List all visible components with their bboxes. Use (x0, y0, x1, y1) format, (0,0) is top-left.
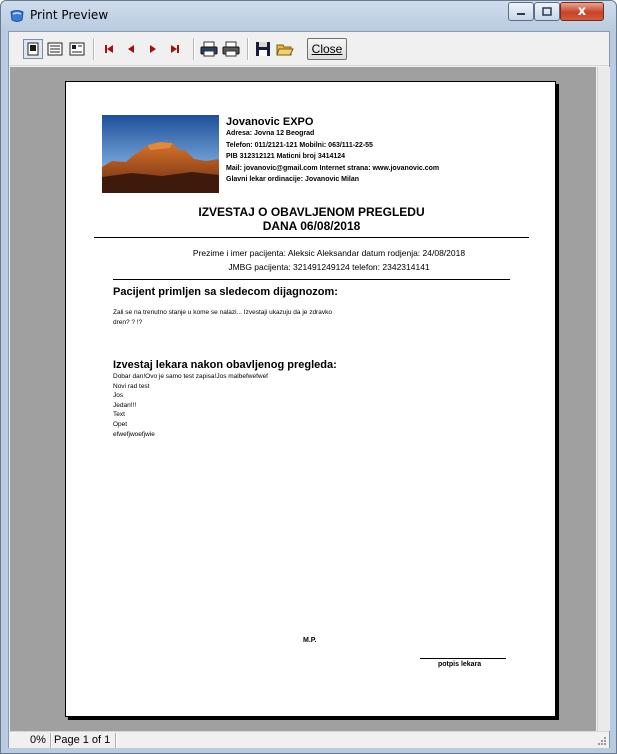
print-icon (222, 41, 240, 57)
minimize-icon (516, 8, 526, 16)
stamp-label: M.P. (303, 637, 317, 644)
vertical-scrollbar[interactable] (597, 67, 610, 731)
report-page (65, 81, 556, 717)
maximize-icon (542, 7, 552, 16)
open-icon (276, 41, 294, 57)
save-button[interactable] (253, 39, 273, 59)
report-title-line1: IZVESTAJ O OBAVLJENOM PREGLEDU (198, 205, 425, 219)
next-page-button[interactable] (143, 39, 163, 59)
company-address: Adresa: Jovna 12 Beograd (226, 130, 315, 137)
report-line: Novi rad test (113, 382, 150, 390)
previous-page-button[interactable] (121, 39, 141, 59)
previous-page-icon (125, 43, 137, 55)
signature-line (420, 658, 506, 659)
report-line: Jedan!!! (113, 401, 137, 409)
next-page-icon (147, 43, 159, 55)
zoom-level: 0% (30, 734, 46, 746)
title-divider (94, 237, 529, 238)
last-page-icon (169, 43, 181, 55)
report-heading: Izvestaj lekara nakon obavljenog pregleda: (113, 359, 337, 371)
diagnosis-heading: Pacijent primljen sa sledecom dijagnozom: (113, 286, 338, 298)
two-page-button[interactable] (45, 39, 65, 59)
title-bar[interactable] (1, 1, 616, 31)
report-line: efwefjwoefjwie (113, 430, 155, 438)
open-button[interactable] (275, 39, 295, 59)
diagnosis-text-line: Zali se na trenutno stanje u kome se nalazi... Izvestaji ukazuju da je zdravko (113, 309, 332, 316)
maximize-button[interactable] (534, 2, 560, 21)
diagnosis-text-line: dren? ? !? (113, 318, 143, 326)
page-setup-icon (200, 41, 218, 57)
report-text (113, 372, 268, 439)
status-divider (50, 733, 52, 748)
minimize-button[interactable] (508, 2, 534, 21)
report-title-line2: DANA 06/08/2018 (262, 219, 361, 233)
signature-label: potpis lekara (438, 661, 482, 668)
report-line: Opet (113, 420, 128, 428)
multi-page-icon (69, 42, 85, 56)
company-name: Jovanovic EXPO (226, 116, 314, 128)
report-line: Dobar dan!Ovo je samo test zapisa!Jos malbefwefwef (113, 373, 268, 380)
patient-line1: Prezime i imer pacijenta: Aleksic Aleksandar datum rodjenja: 24/08/2018 (192, 248, 466, 258)
toolbar (9, 32, 609, 66)
client-area (8, 31, 610, 748)
print-button[interactable] (221, 39, 241, 59)
one-page-button[interactable] (23, 39, 43, 59)
two-page-icon (47, 42, 63, 56)
close-button-label: Close (311, 42, 343, 56)
toolbar-separator (193, 38, 195, 60)
company-mail: Mail: jovanovic@gmail.com Internet strana: www.jovanovic.com (226, 164, 440, 172)
toolbar-separator (247, 38, 249, 60)
patient-divider (113, 279, 510, 280)
last-page-button[interactable] (165, 39, 185, 59)
preview-area[interactable] (10, 67, 596, 731)
multi-page-button[interactable] (67, 39, 87, 59)
close-window-button[interactable] (560, 2, 604, 21)
company-phone: Telefon: 011/2121-121 Mobilni: 063/111-22-55 (226, 141, 373, 149)
close-button[interactable] (307, 38, 347, 60)
app-icon (9, 8, 25, 24)
one-page-icon (26, 42, 40, 56)
report-line: Text (113, 411, 125, 419)
toolbar-separator (93, 38, 95, 60)
company-info (226, 116, 439, 186)
canyon-logo-image (102, 115, 219, 193)
patient-line2: JMBG pacijenta: 321491249124 telefon: 2342314141 (228, 262, 430, 272)
window-title: Print Preview (30, 8, 109, 22)
first-page-button[interactable] (99, 39, 119, 59)
diagnosis-text (113, 308, 332, 327)
status-divider (115, 733, 117, 748)
status-bar (9, 731, 609, 748)
page-indicator: Page 1 of 1 (54, 734, 111, 746)
page-setup-button[interactable] (199, 39, 219, 59)
company-doctor: Glavni lekar ordinacije: Jovanovic Milan (226, 176, 360, 183)
report-line: Jos (113, 392, 124, 400)
close-icon: x (577, 4, 587, 19)
save-icon (255, 41, 271, 57)
first-page-icon (103, 43, 115, 55)
company-pib: PIB 312312121 Maticni broj 3414124 (226, 153, 346, 160)
resize-grip-icon[interactable] (596, 735, 607, 746)
